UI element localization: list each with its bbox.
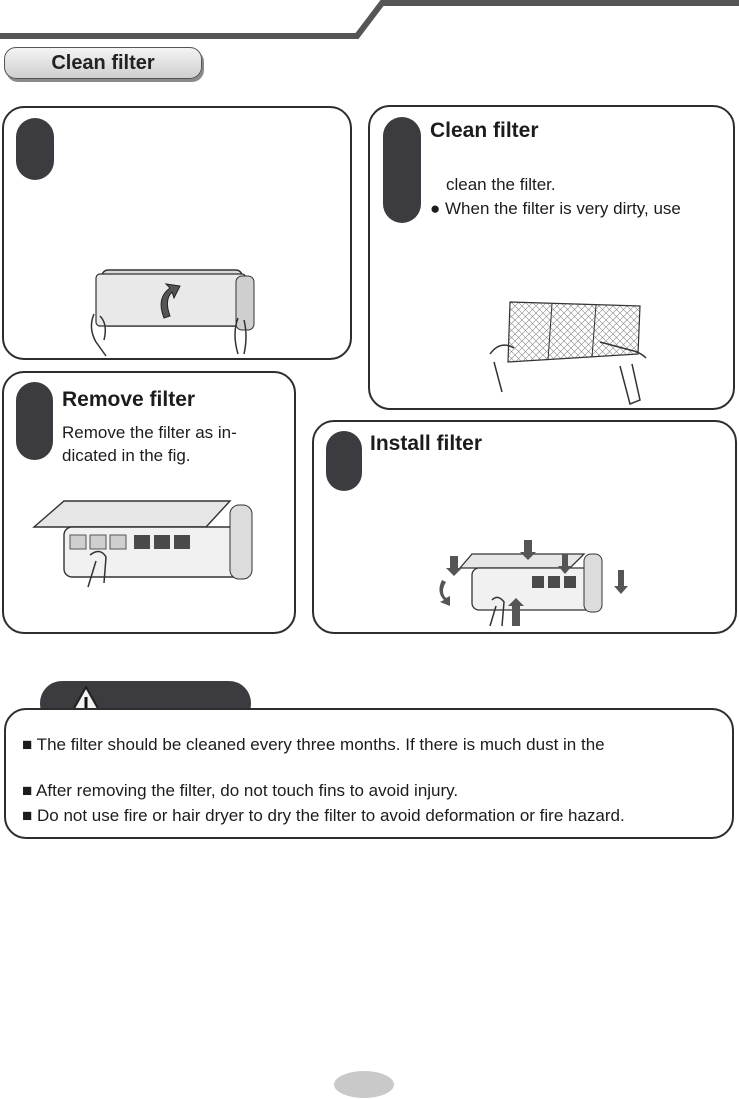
clean-filter-illustration — [480, 292, 670, 407]
panel-clean-step — [368, 105, 735, 410]
step-marker — [16, 118, 54, 180]
caution-box — [4, 708, 734, 839]
section-title: Clean filter — [4, 47, 202, 79]
install-filter-title: Install filter — [370, 432, 483, 455]
caution-item-2: ■ After removing the filter, do not touch fins to avoid injury. — [22, 781, 459, 800]
remove-filter-line-1: Remove the filter as in- — [62, 423, 237, 442]
step-marker — [326, 431, 362, 491]
remove-filter-title: Remove filter — [62, 388, 196, 411]
panel-install-step — [312, 420, 737, 634]
panel-remove-step — [2, 371, 296, 634]
remove-filter-illustration — [30, 495, 260, 595]
install-filter-illustration — [432, 540, 642, 626]
header-rule — [0, 0, 739, 40]
clean-filter-title: Clean filter — [430, 119, 539, 142]
open-panel-illustration — [86, 258, 266, 358]
step-marker — [16, 382, 53, 460]
caution-item-1: ■ The filter should be cleaned every three months. If there is much dust in the — [22, 735, 605, 754]
clean-filter-line-1: clean the filter. — [446, 175, 556, 194]
caution-item-3: ■ Do not use fire or hair dryer to dry the filter to avoid deformation or fire hazard. — [22, 806, 625, 825]
page-number-badge — [334, 1071, 394, 1098]
panel-open-step — [2, 106, 352, 360]
clean-filter-line-2: ● When the filter is very dirty, use — [430, 199, 681, 218]
remove-filter-line-2: dicated in the fig. — [62, 446, 191, 465]
step-marker — [383, 117, 421, 223]
